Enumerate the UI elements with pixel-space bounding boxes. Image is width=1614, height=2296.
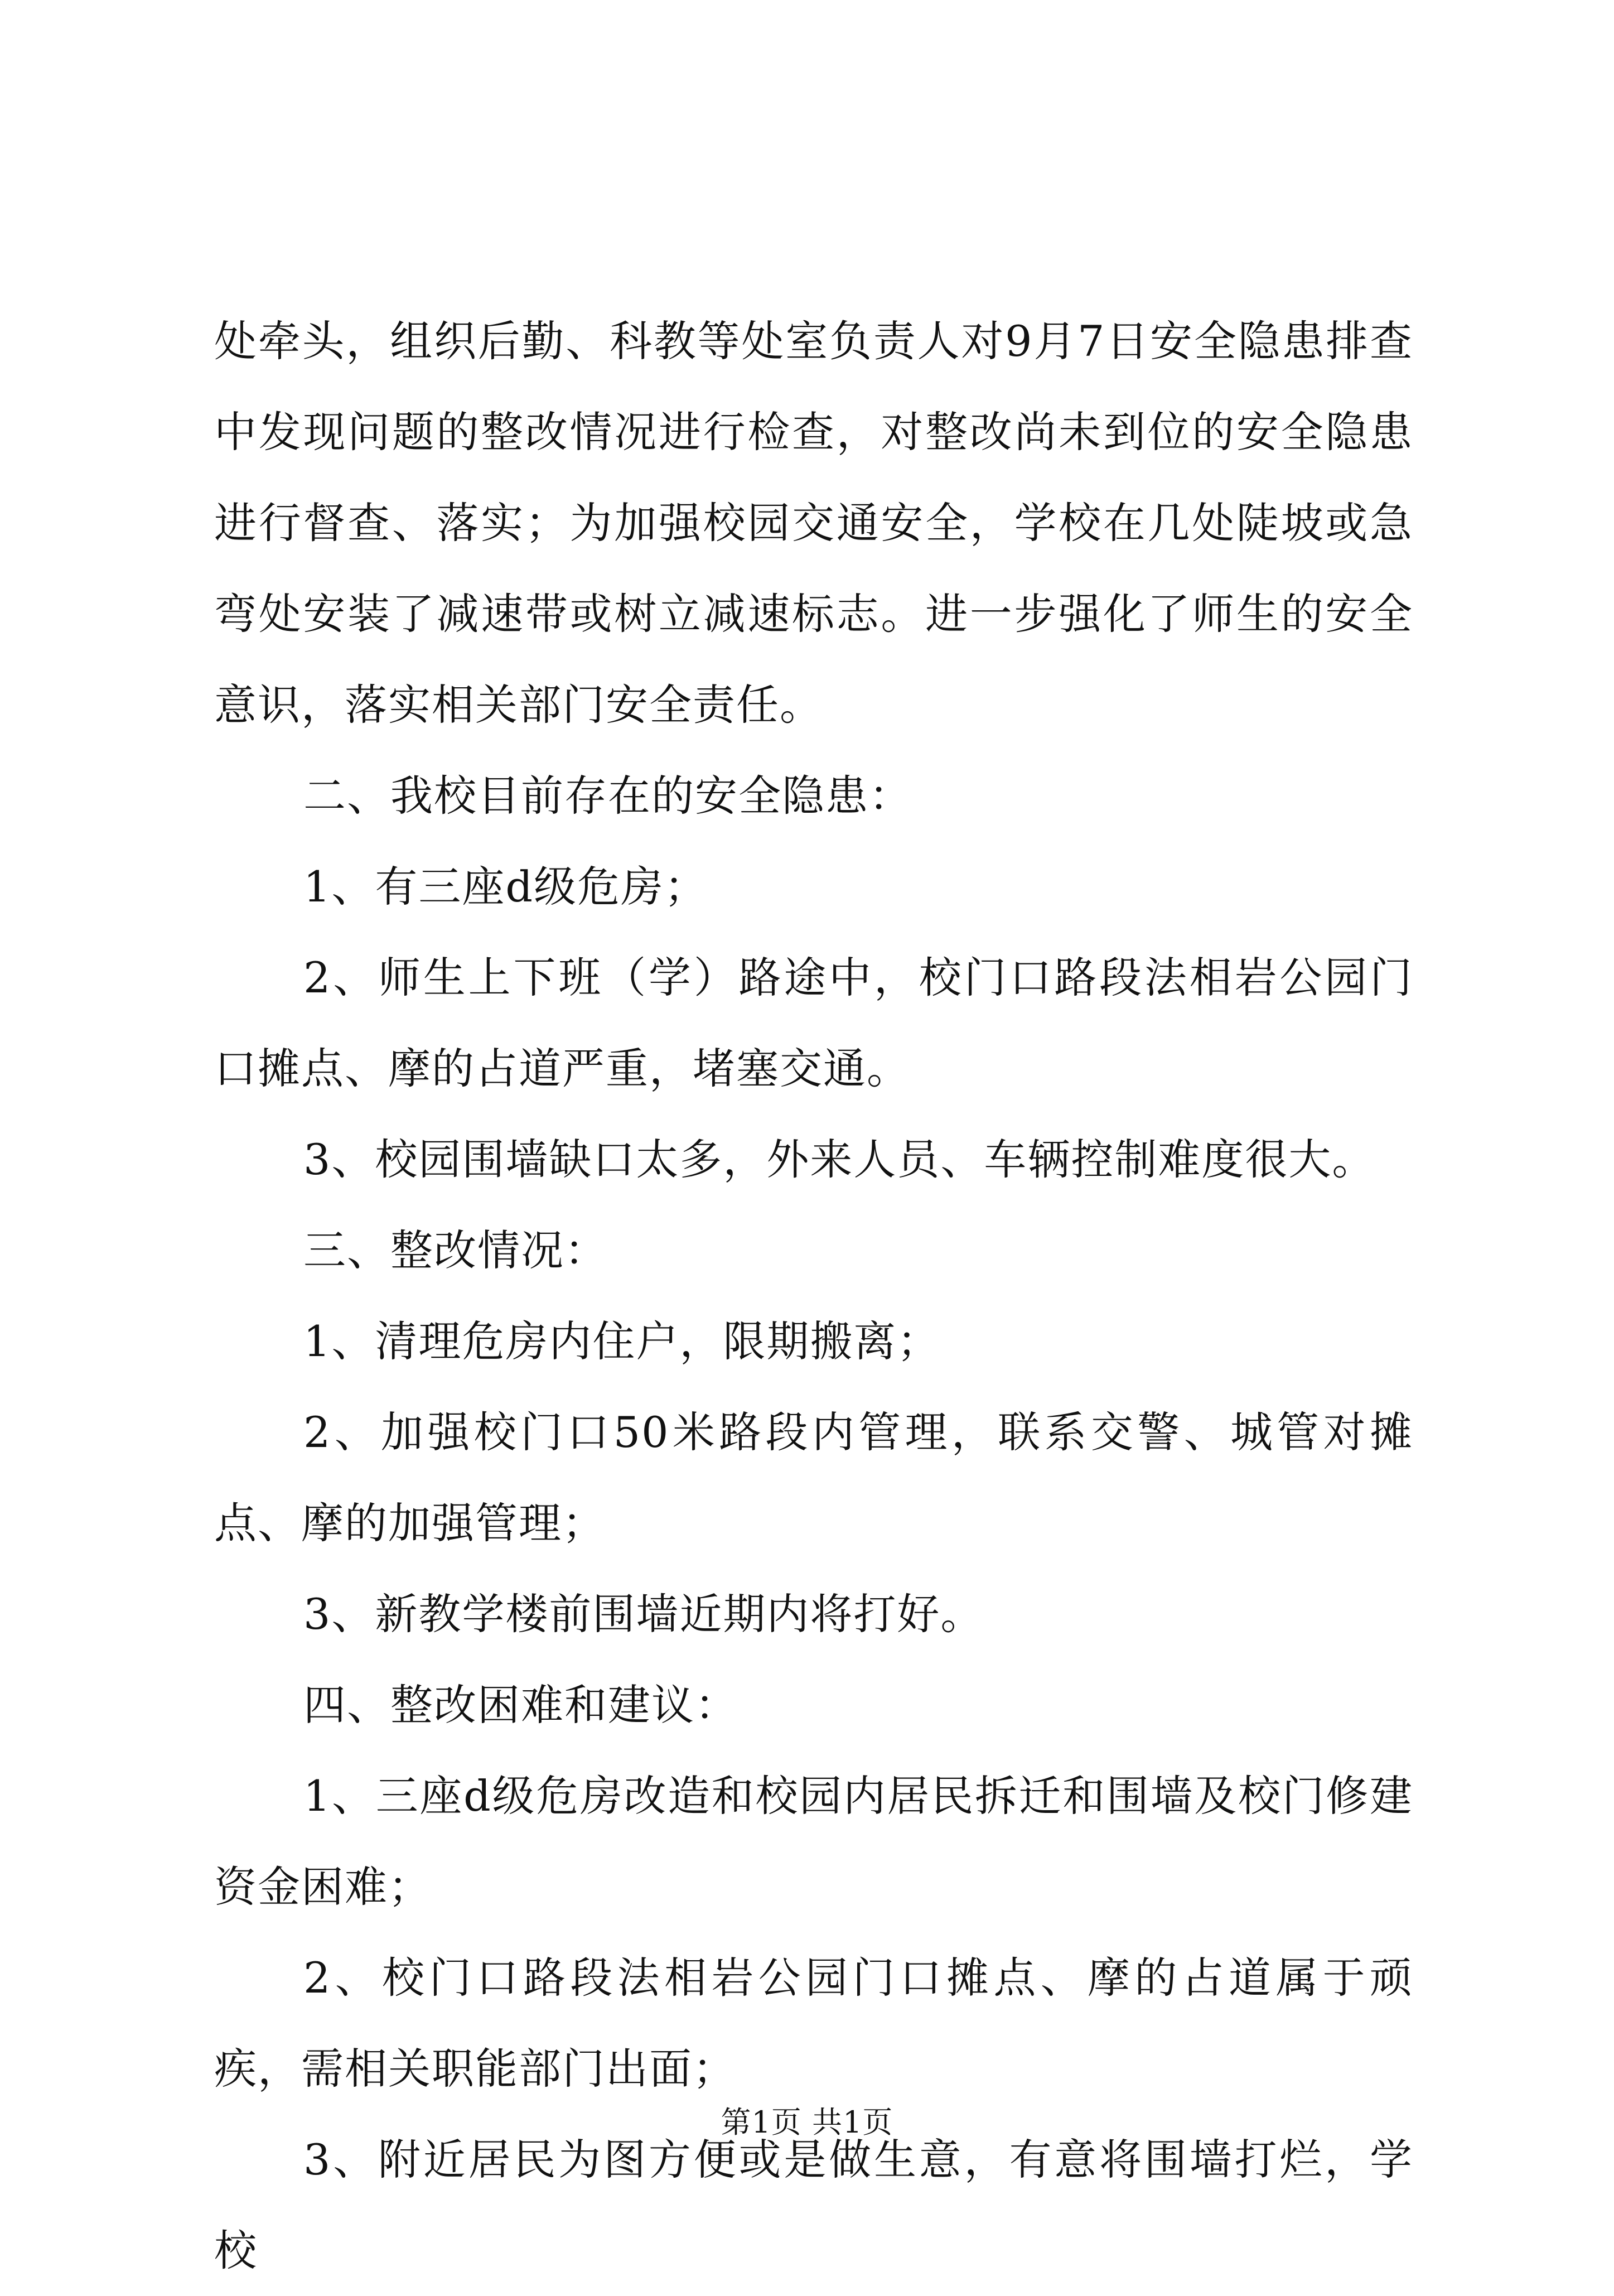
difficulty-item-2: 2、校门口路段法相岩公园门口摊点、摩的占道属于顽疾，需相关职能部门出面； [214,1953,1413,2094]
hazard-item-1: 1、有三座d级危房； [303,862,708,911]
heading-existing-hazards: 二、我校目前存在的安全隐患： [303,771,912,821]
page-number-footer: 第1页 共1页 [721,2105,893,2140]
rectification-item-2: 2、加强校门口50米路段内管理，联系交警、城管对摊点、摩的加强管理； [214,1407,1413,1548]
heading-rectification: 三、整改情况： [303,1226,608,1275]
document-body [214,296,1413,2296]
rectification-item-3: 3、新教学楼前围墙近期内将打好。 [303,1589,984,1639]
heading-difficulties-suggestions: 四、整改困难和建议： [303,1680,738,1730]
paragraph-continuation: 处牵头，组织后勤、科教等处室负责人对9月7日安全隐患排查中发现问题的整改情况进行检查，对整改尚未到位的安全隐患进行督查、落实；为加强校园交通安全，学校在几处陡坡或急弯处安装了减速带或树立减速标志。进一步强化了师生的安全意识，落实相关部门安全责任。 [214,316,1413,730]
difficulty-item-1: 1、三座d级危房改造和校园内居民拆迁和围墙及校门修建资金困难； [214,1771,1413,1912]
difficulty-item-3: 3、附近居民为图方便或是做生意，有意将围墙打烂，学校 [214,2135,1413,2275]
hazard-item-2: 2、师生上下班（学）路途中，校门口路段法相岩公园门口摊点、摩的占道严重，堵塞交通。 [214,953,1413,1093]
hazard-item-3: 3、校园围墙缺口太多，外来人员、车辆控制难度很大。 [303,1135,1376,1184]
rectification-item-1: 1、清理危房内住户，限期搬离； [303,1316,941,1366]
